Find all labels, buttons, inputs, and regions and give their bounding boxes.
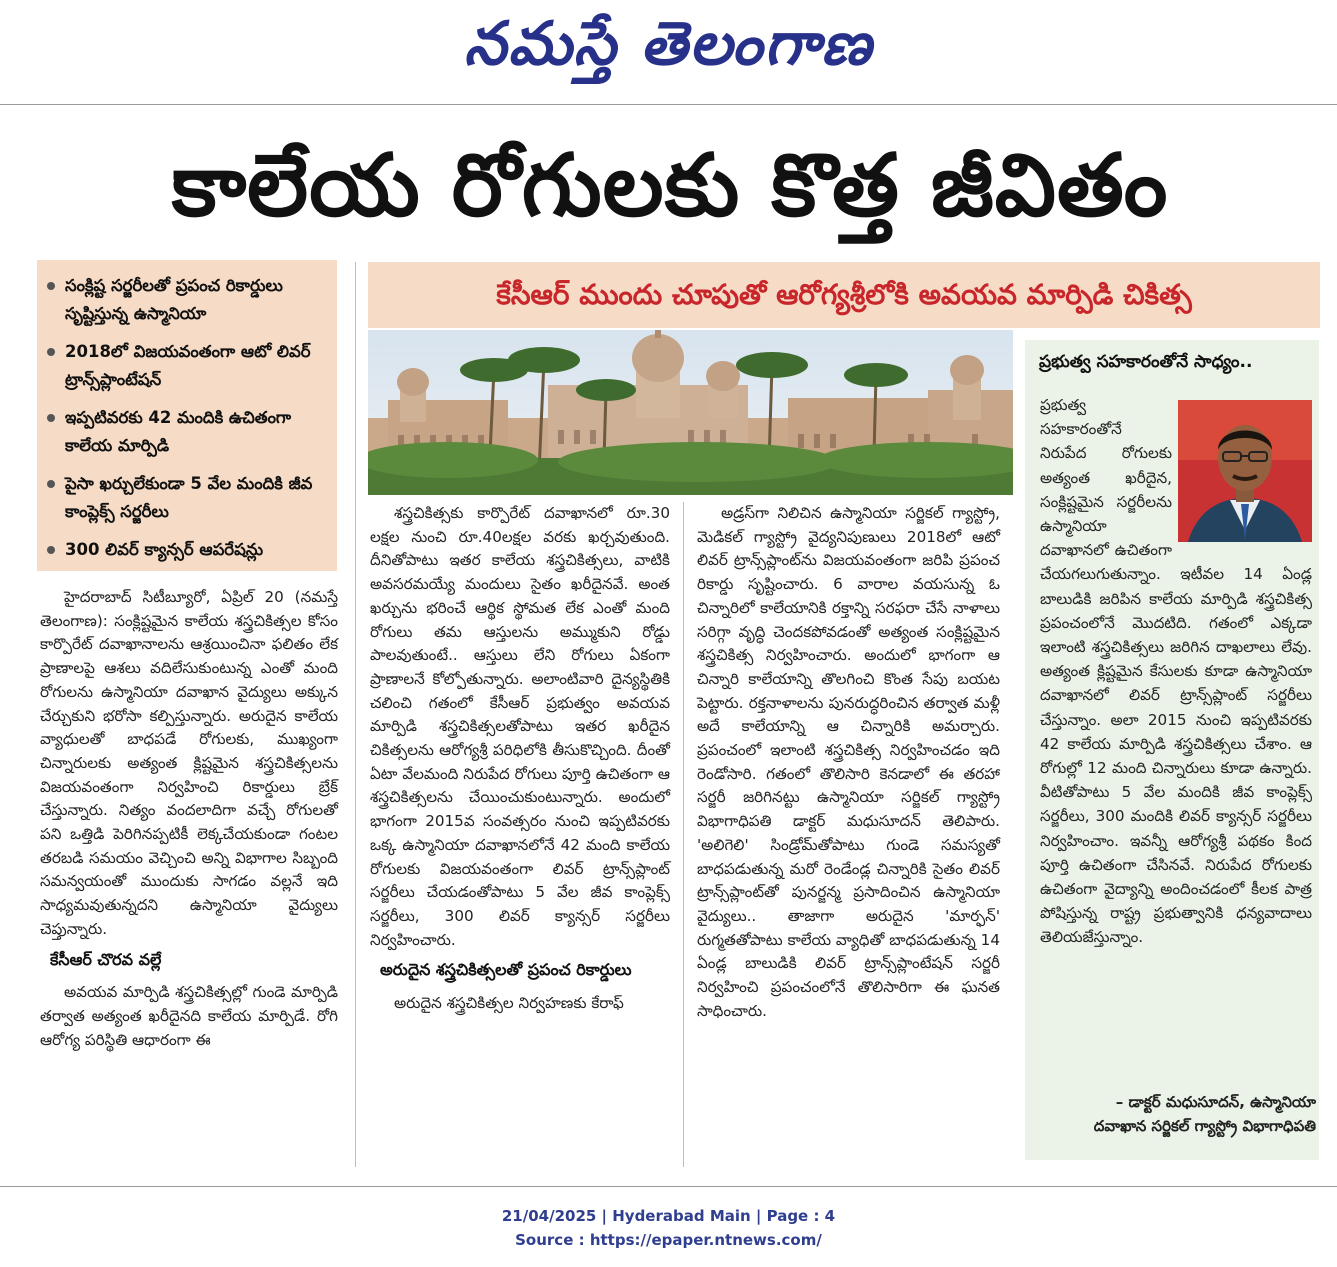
credit-designation: దవాఖాన సర్జికల్ గ్యాస్ట్రో విభాగాధిపతి xyxy=(1093,1117,1316,1135)
highlight-text: పైసా ఖర్చులేకుండా 5 వేల మందికి జీవ కాంప్లెక్స్ సర్జరీలు xyxy=(65,474,313,521)
credit-name: – డాక్టర్ మధుసూదన్, ఉస్మానియా xyxy=(1115,1093,1316,1111)
osmania-hospital-photo xyxy=(368,330,1013,495)
article-column-2 xyxy=(370,502,670,1020)
bullet-icon xyxy=(47,282,55,290)
subhead: కేసీఆర్ ముందు చూపుతో ఆరోగ్యశ్రీలోకి అవయవ మార్పిడి చికిత్స xyxy=(368,262,1320,328)
article-column-3 xyxy=(697,502,1000,1027)
column-divider xyxy=(355,262,356,1167)
highlight-item xyxy=(47,272,329,328)
article-paragraph: హైదరాబాద్ సిటీబ్యూరో, ఏప్రిల్ 20 (నమస్తే తెలంగాణ): సంక్లిష్టమైన కాలేయ శస్త్రచికిత్సల కోసం కార్పొరేట్ దవాఖానాలను ఆశ్రయించినా ఫలితం లేక ప్రాణాలపై ఆశలు వదిలేసుకుంటున్న ఎంతో మంది రోగులను ఉస్మానియా దవాఖాన వైద్యులు అక్కున చేర్చుకుని భరోసా కల్పిస్తున్నారు. అరుదైన కాలేయ వ్యాధులతో బాధపడే రోగులకు, ముఖ్యంగా చిన్నారులకు అత్యంత క్లిష్టమైన శస్త్రచికిత్సలను విజయవంతంగా నిర్వహించి రికార్డులు బ్రేక్ చేస్తున్నారు. నిత్యం వందలాదిగా వచ్చే రోగులతో పని ఒత్తిడి పెరిగినప్పటికీ లెక్కచేయకుండా గంటల తరబడి సమయం వెచ్చించి అన్ని విభాగాల సిబ్బంది సమన్వయంతో ముందుకు సాగడం వల్లనే ఇది సాధ్యమవుతున్నదని ఉస్మానియా వైద్యులు చెప్తున్నారు. xyxy=(40,588,338,938)
masthead xyxy=(0,0,1337,92)
footer-date-edition: 21/04/2025 | Hyderabad Main | Page : 4 xyxy=(501,1207,836,1225)
highlight-text: 300 లివర్ క్యాన్సర్ ఆపరేషన్లు xyxy=(65,540,264,559)
bullet-icon xyxy=(47,414,55,422)
sidebar-credit xyxy=(1040,1090,1316,1138)
highlight-item xyxy=(47,404,329,460)
footer-source-link[interactable]: Source : https://epaper.ntnews.com/ xyxy=(515,1231,822,1249)
bullet-icon xyxy=(47,546,55,554)
highlight-text: ఇప్పటివరకు 42 మందికి ఉచితంగా కాలేయ మార్పిడి xyxy=(65,408,292,455)
section-heading: కేసీఆర్ చొరవ వల్లే xyxy=(50,949,162,969)
article-paragraph: అరుదైన శస్త్రచికిత్సల నిర్వహణకు కేరాఫ్ xyxy=(394,994,624,1013)
highlight-item xyxy=(47,536,329,564)
sidebar-title: ప్రభుత్వ సహకారంతోనే సాధ్యం.. xyxy=(1039,352,1253,372)
section-heading: అరుదైన శస్త్రచికిత్సలతో ప్రపంచ రికార్డులు xyxy=(380,960,632,980)
portrait-spacer xyxy=(1172,393,1312,541)
masthead-title: నమస్తే తెలంగాణ xyxy=(463,9,874,79)
highlight-text: సంక్లిష్ట సర్జరీలతో ప్రపంచ రికార్డులు సృష్టిస్తున్న ఉస్మానియా xyxy=(65,276,283,323)
sidebar-body xyxy=(1040,393,1312,950)
headline: కాలేయ రోగులకు కొత్త జీవితం xyxy=(171,136,1169,236)
article-paragraph: శస్త్రచికిత్సకు కార్పొరేట్ దవాఖానలో రూ.30 లక్షల నుంచి రూ.40లక్షల వరకు ఖర్చవుతుంది. దీనితోపాటు ఇతర కాలేయ శస్త్రచికిత్సలు, వాటికి అవసరమయ్యే మందులు సైతం ఖరీదైనవే. అంత ఖర్చును భరించే ఆర్థిక స్థోమత లేక ఎంతో మంది రోగులు తమ ఆస్తులను అమ్ముకుని రోడ్డు పాలవుతుంటే.. ఆస్తులు లేని రోగులు ఏకంగా ప్రాణాలనే కోల్పోతున్నారు. అలాంటివారి దైన్యస్థితికి చలించి గతంలో కేసీఆర్ ప్రభుత్వం అవయవ మార్పిడి శస్త్రచికిత్సలతోపాటు ఇతర ఖరీదైన చికిత్సలను ఆరోగ్యశ్రీ పరిధిలోకి తీసుకొచ్చింది. దీంతో ఏటా వేలమంది నిరుపేద రోగులు పూర్తి ఉచితంగా ఆ శస్త్రచికిత్సలను చేయించుకుంటున్నారు. అందులో భాగంగా 2015వ సంవత్సరం నుంచి ఇప్పటివరకు ఒక్క ఉస్మానియా దవాఖానలోనే 42 మంది కాలేయ రోగులకు విజయవంతంగా లివర్ ట్రాన్స్‌ప్లాంట్ సర్జరీలు చేయడంతోపాటు 5 వేల జీవ కాంప్లెక్స్ సర్జరీలు, 300 లివర్ క్యాన్సర్ సర్జరీలు నిర్వహించారు. xyxy=(370,504,670,949)
highlight-item xyxy=(47,470,329,526)
bullet-icon xyxy=(47,480,55,488)
sidebar-text: ప్రభుత్వ సహకారంతోనే నిరుపేద రోగులకు అత్యంత ఖరీదైన, సంక్లిష్టమైన సర్జరీలను ఉస్మానియా దవాఖానలో ఉచితంగా చేయగలుగుతున్నాం. ఇటీవల 14 ఏండ్ల బాలుడికి జరిపిన కాలేయ మార్పిడి శస్త్రచికిత్స ప్రపంచంలోనే మొదటిది. గతంలో ఎక్కడా ఇలాంటి శస్త్రచికిత్సలు జరిగిన దాఖలాలు లేవు. అత్యంత క్లిష్టమైన కేసులకు కూడా ఉస్మానియా దవాఖానలో లివర్ ట్రాన్స్‌ప్లాంట్ సర్జరీలు చేస్తున్నాం. అలా 2015 నుంచి ఇప్పటివరకు 42 కాలేయ మార్పిడి శస్త్రచికిత్సలు చేశాం. ఆ రోగుల్లో 12 మంది చిన్నారులు కూడా ఉన్నారు. వీటితోపాటు 5 వేల మందికి జీవ కాంప్లెక్స్ సర్జరీలు, 300 మందికి లివర్ క్యాన్సర్ సర్జరీలు నిర్వహించాం. ఇవన్నీ ఆరోగ్యశ్రీ పథకం కింద పూర్తి ఉచితంగా చేసినవే. నిరుపేద రోగులకు ఉచితంగా వైద్యాన్ని అందించడంలో కీలక పాత్ర పోషిస్తున్న రాష్ట్ర ప్రభుత్వానికి ధన్యవాదాలు తెలియజేస్తున్నాం. xyxy=(1040,396,1312,947)
highlight-text: 2018లో విజయవంతంగా ఆటో లివర్ ట్రాన్స్‌ప్లాంటేషన్ xyxy=(65,342,311,389)
highlight-item xyxy=(47,338,329,394)
article-paragraph: అడ్రస్‌గా నిలిచిన ఉస్మానియా సర్జికల్ గ్యాస్ట్రో, మెడికల్ గ్యాస్ట్రో వైద్యనిపుణులు 2018లో ఆటో లివర్ ట్రాన్స్‌ప్లాంట్‌ను విజయవంతంగా జరిపి ప్రపంచ రికార్డు సృష్టించారు. 6 వారాల వయసున్న ఓ చిన్నారిలో కాలేయానికి రక్తాన్ని సరఫరా చేసే నాళాలు సరిగ్గా వృద్ధి చెందకపోవడంతో అత్యంత సంక్లిష్టమైన శస్త్రచికిత్స నిర్వహించారు. అందులో భాగంగా ఆ చిన్నారి కాలేయాన్ని తొలగించి కొంత సేపు బయట పెట్టారు. రక్తనాళాలను పునరుద్ధరించిన తర్వాత మళ్లీ అదే కాలేయాన్ని ఆ చిన్నారికి అమర్చారు. ప్రపంచంలో ఇలాంటి శస్త్రచికిత్స నిర్వహించడం ఇది రెండోసారి. గతంలో తొలిసారి కెనడాలో ఈ తరహా సర్జరీ జరిగినట్టు ఉస్మానియా సర్జికల్ గ్యాస్ట్రో విభాగాధిపతి డాక్టర్ మధుసూదన్ తెలిపారు. 'అలిగెలి' సిండ్రోమ్‌తోపాటు గుండె సమస్యతో బాధపడుతున్న మరో రెండేండ్ల చిన్నారికి సైతం లివర్ ట్రాన్స్‌ప్లాంట్‌తో పునర్జన్మ ప్రసాదించిన ఉస్మానియా వైద్యులు.. తాజాగా అరుదైన 'మార్ఫన్' రుగ్మతతోపాటు కాలేయ వ్యాధితో బాధపడుతున్న 14 ఏండ్ల బాలుడికి లివర్ ట్రాన్స్‌ప్లాంటేషన్ సర్జరీ నిర్వహించి ప్రపంచంలోనే తొలిసారిగా ఈ ఘనత సాధించారు. xyxy=(697,504,1000,1020)
article-paragraph: అవయవ మార్పిడి శస్త్రచికిత్సల్లో గుండె మార్పిడి తర్వాత అత్యంత ఖరీదైనది కాలేయ మార్పిడే. రోగి ఆరోగ్య పరిస్థితి ఆధారంగా ఈ xyxy=(40,983,338,1049)
masthead-rule xyxy=(0,104,1337,105)
footer-rule xyxy=(0,1186,1337,1187)
column-divider xyxy=(683,502,684,1167)
bullet-icon xyxy=(47,348,55,356)
footer xyxy=(0,1204,1337,1252)
sidebar-paragraph xyxy=(1040,393,1312,950)
highlights-box xyxy=(37,260,337,571)
article-column-1 xyxy=(40,586,338,1056)
